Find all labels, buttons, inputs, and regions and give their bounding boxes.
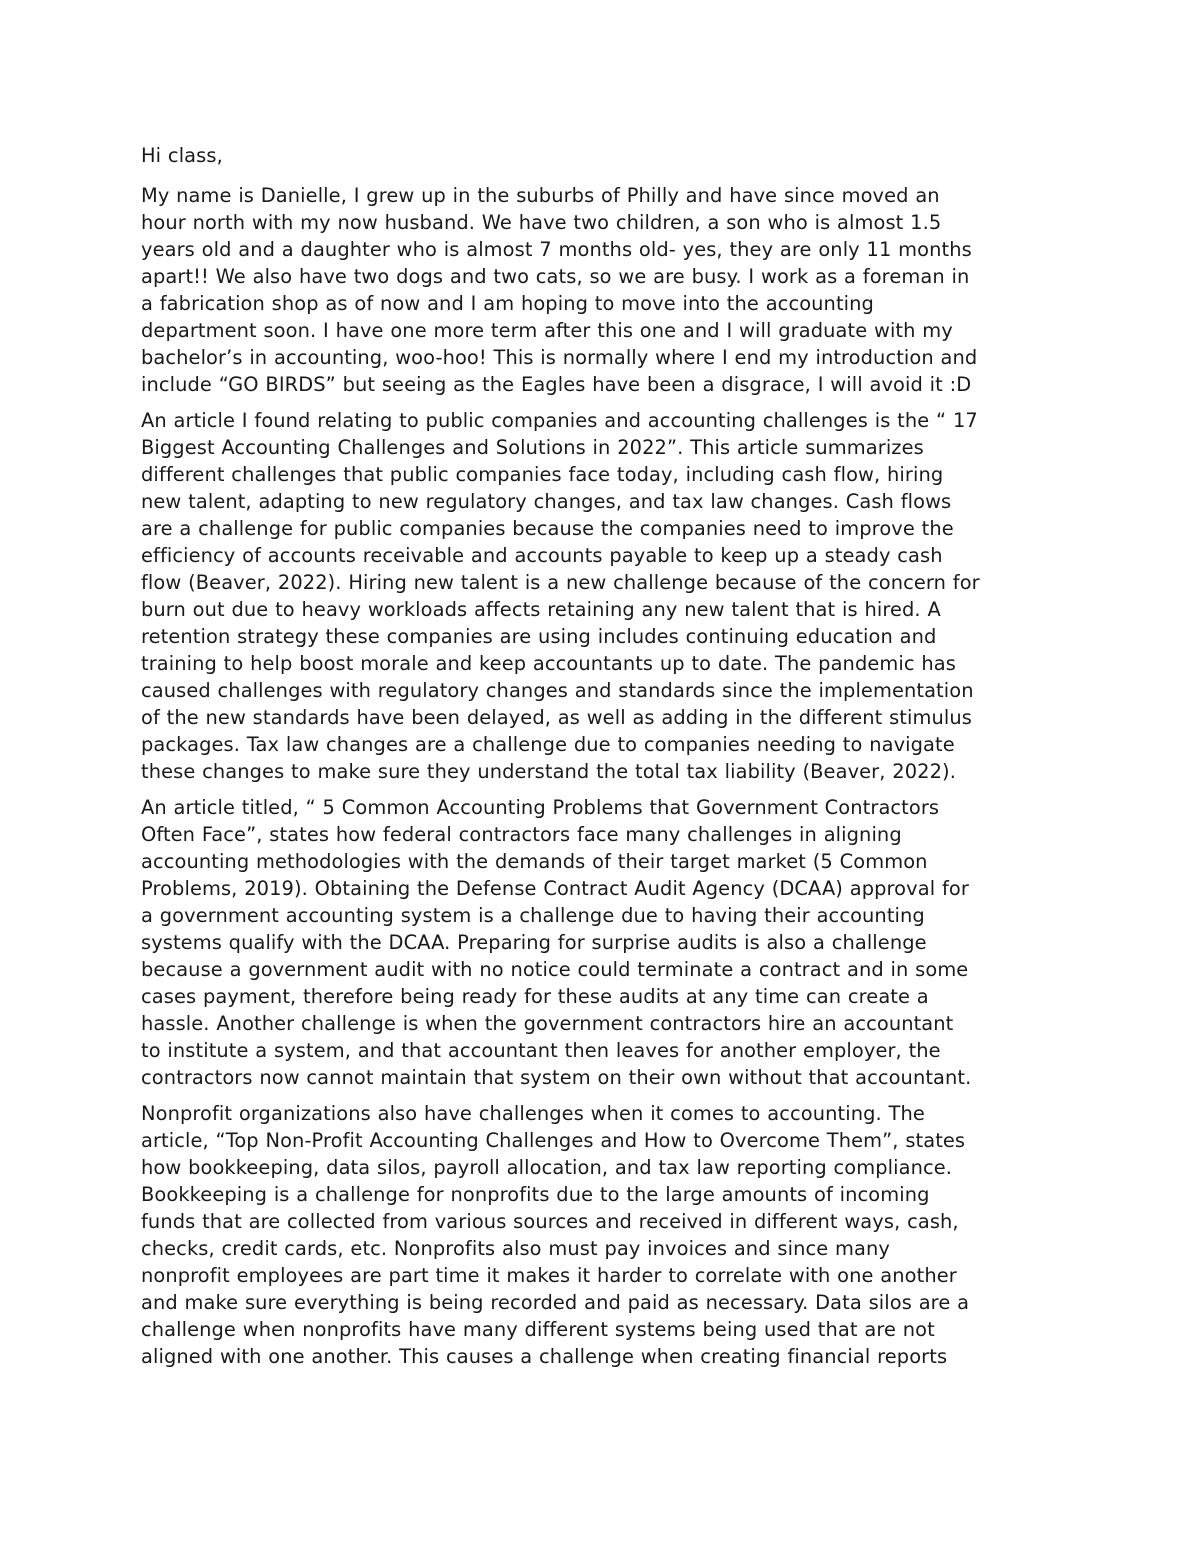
paragraph-line: and make sure everything is being recorded and paid as necessary. Data silos are a	[141, 1291, 970, 1314]
paragraph-line: contractors now cannot maintain that system on their own without that accountant.	[141, 1066, 972, 1089]
paragraph-line: nonprofit employees are part time it makes it harder to correlate with one another	[141, 1264, 957, 1287]
paragraph-line: burn out due to heavy workloads affects retaining any new talent that is hired. A	[141, 598, 941, 621]
paragraph-line: a fabrication shop as of now and I am hoping to move into the accounting	[141, 292, 874, 315]
paragraph-line: funds that are collected from various sources and received in different ways, cash,	[141, 1210, 959, 1233]
paragraph-line: challenge when nonprofits have many different systems being used that are not	[141, 1318, 935, 1341]
paragraph-line: how bookkeeping, data silos, payroll allocation, and tax law reporting compliance.	[141, 1156, 953, 1179]
paragraph-line: because a government audit with no notice could terminate a contract and in some	[141, 958, 969, 981]
paragraph-government-contractors	[141, 794, 1061, 1091]
paragraph-line: aligned with one another. This causes a challenge when creating financial reports	[141, 1345, 948, 1368]
paragraph-line: accounting methodologies with the demands of their target market (5 Common	[141, 850, 928, 873]
paragraph-line: article, “Top Non-Profit Accounting Challenges and How to Overcome Them”, states	[141, 1129, 966, 1152]
paragraph-line: department soon. I have one more term after this one and I will graduate with my	[141, 319, 953, 342]
paragraph-line: a government accounting system is a challenge due to having their accounting	[141, 904, 925, 927]
paragraph-line: new talent, adapting to new regulatory changes, and tax law changes. Cash flows	[141, 490, 952, 513]
paragraph-line: hour north with my now husband. We have two children, a son who is almost 1.5	[141, 211, 942, 234]
paragraph-line: checks, credit cards, etc. Nonprofits also must pay invoices and since many	[141, 1237, 890, 1260]
paragraph-line: Biggest Accounting Challenges and Solutions in 2022”. This article summarizes	[141, 436, 924, 459]
paragraph-line: include “GO BIRDS” but seeing as the Eagles have been a disgrace, I will avoid it :D	[141, 373, 972, 396]
paragraph-line: An article I found relating to public companies and accounting challenges is the “ 17	[141, 409, 978, 432]
document-body	[141, 142, 1061, 1379]
paragraph-introduction	[141, 182, 1061, 398]
paragraph-line: retention strategy these companies are using includes continuing education and	[141, 625, 937, 648]
paragraph-line: to institute a system, and that accountant then leaves for another employer, the	[141, 1039, 941, 1062]
paragraph-line: hassle. Another challenge is when the government contractors hire an accountant	[141, 1012, 954, 1035]
paragraph-line: of the new standards have been delayed, as well as adding in the different stimulus	[141, 706, 972, 729]
paragraph-line: these changes to make sure they understand the total tax liability (Beaver, 2022).	[141, 760, 956, 783]
paragraph-line: Nonprofit organizations also have challenges when it comes to accounting. The	[141, 1102, 925, 1125]
paragraph-line: are a challenge for public companies because the companies need to improve the	[141, 517, 954, 540]
paragraph-line: efficiency of accounts receivable and accounts payable to keep up a steady cash	[141, 544, 943, 567]
paragraph-line: Bookkeeping is a challenge for nonprofits due to the large amounts of incoming	[141, 1183, 930, 1206]
paragraph-line: Often Face”, states how federal contractors face many challenges in aligning	[141, 823, 902, 846]
paragraph-nonprofits	[141, 1100, 1061, 1370]
paragraph-line: caused challenges with regulatory changes and standards since the implementation	[141, 679, 974, 702]
greeting-line: Hi class,	[141, 144, 223, 167]
paragraph-line: systems qualify with the DCAA. Preparing for surprise audits is also a challenge	[141, 931, 927, 954]
paragraph-line: bachelor’s in accounting, woo-hoo! This is normally where I end my introduction and	[141, 346, 978, 369]
paragraph-line: An article titled, “ 5 Common Accounting Problems that Government Contractors	[141, 796, 940, 819]
paragraph-line: flow (Beaver, 2022). Hiring new talent is a new challenge because of the concern for	[141, 571, 980, 594]
paragraph-line: cases payment, therefore being ready for these audits at any time can create a	[141, 985, 929, 1008]
paragraph-line: Problems, 2019). Obtaining the Defense Contract Audit Agency (DCAA) approval for	[141, 877, 969, 900]
paragraph-line: training to help boost morale and keep accountants up to date. The pandemic has	[141, 652, 956, 675]
paragraph-line: different challenges that public companies face today, including cash flow, hiring	[141, 463, 944, 486]
paragraph-line: apart!! We also have two dogs and two cats, so we are busy. I work as a foreman in	[141, 265, 970, 288]
paragraph-line: My name is Danielle, I grew up in the suburbs of Philly and have since moved an	[141, 184, 940, 207]
paragraph-line: years old and a daughter who is almost 7 months old- yes, they are only 11 months	[141, 238, 972, 261]
paragraph-public-companies	[141, 407, 1061, 785]
paragraph-line: packages. Tax law changes are a challenge due to companies needing to navigate	[141, 733, 955, 756]
